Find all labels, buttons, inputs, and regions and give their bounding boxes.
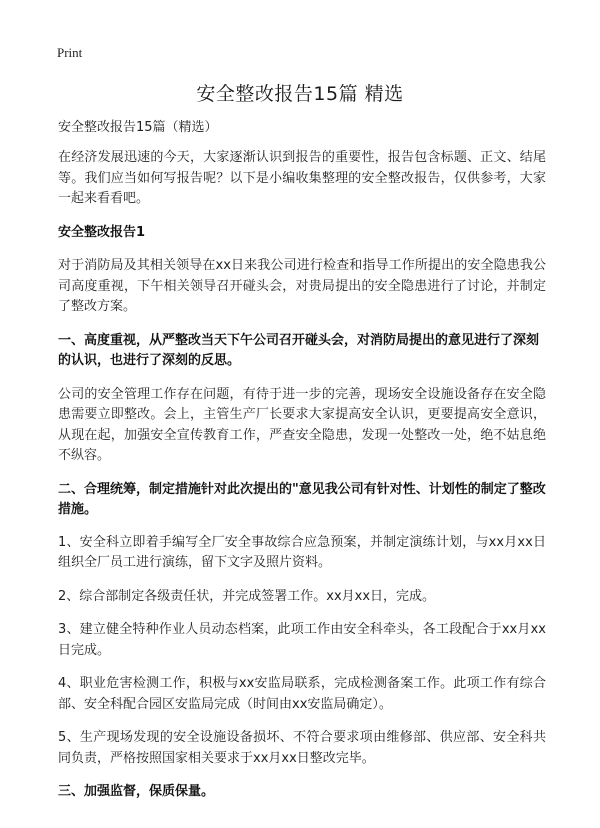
list-item-2: 2、综合部制定各级责任状，并完成签署工作。xx月xx日，完成。 bbox=[58, 588, 436, 604]
list-item-1: 1、安全科立即着手编写全厂安全事故综合应急预案，并制定演练计划，与xx月xx日组织全厂员工进行演练，留下文字及照片资料。 bbox=[58, 534, 546, 570]
print-link[interactable]: Print bbox=[57, 45, 83, 60]
document-subtitle: 安全整改报告15篇（精选） bbox=[58, 120, 218, 135]
page-title: 安全整改报告15篇 精选 bbox=[196, 83, 404, 105]
heading-3: 三、加强监督，保质保量。 bbox=[58, 784, 215, 799]
document-body bbox=[58, 118, 546, 816]
section-1-title: 安全整改报告1 bbox=[58, 224, 146, 240]
list-item-5: 5、生产现场发现的安全设施设备损坏、不符合要求项由维修部、供应部、安全科共同负责，严格按照国家相关要求于xx月xx日整改完毕。 bbox=[58, 730, 546, 766]
heading-1: 一、高度重视，从严整改当天下午公司召开碰头会，对消防局提出的意见进行了深刻的认识，也进行了深刻的反思。 bbox=[58, 332, 540, 368]
intro-paragraph: 在经济发展迅速的今天，大家逐渐认识到报告的重要性，报告包含标题、正文、结尾等。我们应当如何写报告呢？以下是小编收集整理的安全整改报告，仅供参考，大家一起来看看吧。 bbox=[58, 150, 546, 206]
heading-2: 二、合理统筹，制定措施针对此次提出的"意见我公司有针对性、计划性的制定了整改措施。 bbox=[58, 481, 546, 517]
list-item-3: 3、建立健全特种作业人员动态档案，此项工作由安全科牵头，各工段配合于xx月xx日完成。 bbox=[58, 622, 546, 658]
list-item-4: 4、职业危害检测工作，积极与xx安监局联系，完成检测备案工作。此项工作有综合部、安全科配合园区安监局完成（时间由xx安监局确定）。 bbox=[58, 676, 546, 712]
section-1-paragraph: 对于消防局及其相关领导在xx日来我公司进行检查和指导工作所提出的安全隐患我公司高度重视，下午相关领导召开碰头会，对贵局提出的安全隐患进行了讨论，并制定了整改方案。 bbox=[58, 258, 546, 314]
paragraph-2: 公司的安全管理工作存在问题，有待于进一步的完善，现场安全设施设备存在安全隐患需要立即整改。会上，主管生产厂长要求大家提高安全认识，更要提高安全意识，从现在起，加强安全宣传教育工作，严查安全隐患，发现一处整改一处，绝不姑息绝不纵容。 bbox=[58, 386, 546, 463]
